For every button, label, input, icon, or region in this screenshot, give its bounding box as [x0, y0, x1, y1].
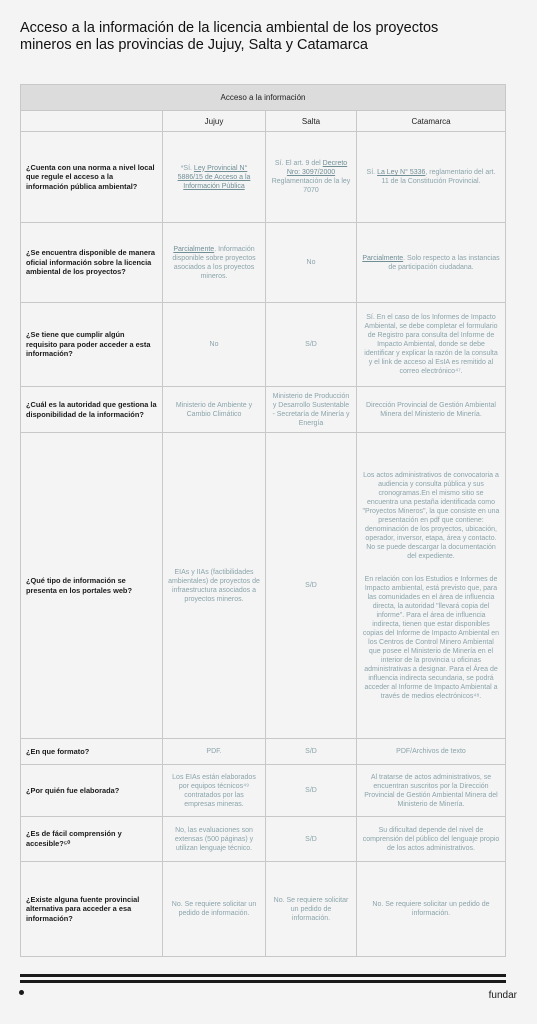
- question-cell: ¿Se tiene que cumplir algún requisito para poder acceder a esta información?: [21, 303, 163, 387]
- answer-cell-salta: No. Se requiere solicitar un pedido de información.: [266, 862, 357, 957]
- answer-cell-catamarca: Su dificultad depende del nivel de comprensión del público del lenguaje propio de los actos administrativos.: [357, 817, 506, 862]
- answer-cell-catamarca: Dirección Provincial de Gestión Ambiental Minera del Ministerio de Minería.: [357, 387, 506, 433]
- column-header-jujuy: Jujuy: [163, 111, 266, 132]
- answer-cell-catamarca: [357, 433, 506, 739]
- table-row: [21, 223, 506, 303]
- answer-cell-catamarca: Al tratarse de actos administrativos, se encuentran suscritos por la Dirección Provincial de Gestión Ambiental Minera del Ministerio de Minería.: [357, 765, 506, 817]
- page-title: Acceso a la información de la licencia ambiental de los proyectos mineros en las provincias de Jujuy, Salta y Catamarca: [20, 20, 439, 53]
- header-blank: [21, 111, 163, 132]
- answer-cell-salta: S/D: [266, 765, 357, 817]
- answer-cell-salta: S/D: [266, 817, 357, 862]
- question-cell: ¿En que formato?: [21, 739, 163, 765]
- answer-cell-salta: S/D: [266, 303, 357, 387]
- partial-link[interactable]: Parcialmente: [362, 254, 404, 262]
- decree-link[interactable]: Decreto Nro: 3097/2000: [286, 160, 348, 176]
- answer-cell-catamarca: Sí. En el caso de los Informes de Impacto Ambiental, se debe completar el formulario de Registro para consulta del Informe de Impacto Ambiental, donde se debe identificar y explicar la razón de la consulta y el link de acceso al EsIA es remitido al correo electrónico⁴⁷.: [357, 303, 506, 387]
- table-caption: Acceso a la información: [21, 85, 506, 111]
- access-info-table: [20, 84, 506, 957]
- table-row: [21, 433, 506, 739]
- answer-cell-salta: S/D: [266, 739, 357, 765]
- answer-cell-catamarca: PDF/Archivos de texto: [357, 739, 506, 765]
- table-row: [21, 739, 506, 765]
- answer-text: Sí.: [366, 169, 378, 176]
- answer-cell-catamarca: No. Se requiere solicitar un pedido de información.: [357, 862, 506, 957]
- answer-cell-jujuy: [163, 223, 266, 303]
- answer-cell-catamarca: [357, 132, 506, 223]
- answer-cell-jujuy: No. Se requiere solicitar un pedido de información.: [163, 862, 266, 957]
- table-row: [21, 303, 506, 387]
- answer-cell-salta: S/D: [266, 433, 357, 739]
- answer-cell-jujuy: PDF.: [163, 739, 266, 765]
- answer-cell-jujuy: [163, 132, 266, 223]
- answer-text: . Solo respecto a las instancias de participación ciudadana.: [388, 254, 500, 271]
- table-row: [21, 817, 506, 862]
- table-row: [21, 132, 506, 223]
- answer-paragraph: En relación con los Estudios e Informes de Impacto ambiental, está previsto que, para las comunidades en el área de influencia directa, la autoridad "llevará copia del informe". Para el área de influencia indirecta, tienen que estar disponibles copias del Informe de Impacto Ambiental en los Centros de Control Minero Ambiental que posee el Ministerio de Minería en el interior de la provincia u oficinas administrativas a designar. Para el Área de influencia indirecta secundaria, se podrá acceder al Informe de Impacto Ambiental a través de medios electrónicos⁴⁸.: [362, 575, 500, 700]
- footer-dot-icon: [19, 990, 24, 995]
- partial-link[interactable]: Parcialmente: [173, 245, 215, 253]
- answer-paragraph: Los actos administrativos de convocatoria a audiencia y consulta pública y sus cronogramas.En el mismo sitio se encuentra una pestaña identificada como "Proyectos Mineros", la que consiste en una presentación en pdf que contiene: denominación de los proyectos, ubicación, operador, inversor, etapa, área y contacto. No se puede descargar la documentación del expediente.: [362, 471, 500, 560]
- answer-cell-jujuy: EIAs y IIAs (factibilidades ambientales) de proyectos de infraestructura asociados a proyectos mineros.: [163, 433, 266, 739]
- answer-cell-jujuy: No, las evaluaciones son extensas (500 páginas) y utilizan lenguaje técnico.: [163, 817, 266, 862]
- answer-text: , reglamentario del art. 11 de la Constitución Provincial.: [381, 169, 496, 185]
- footer-rule: [20, 974, 506, 986]
- column-header-salta: Salta: [266, 111, 357, 132]
- table-row: [21, 862, 506, 957]
- law-link[interactable]: Ley Provincial N° 5886/15 de Acceso a la Información Pública: [177, 164, 251, 190]
- answer-text: Reglamentación de la ley 7070: [271, 178, 351, 194]
- question-cell: ¿Existe alguna fuente provincial alternativa para acceder a esa información?: [21, 862, 163, 957]
- table-row: [21, 387, 506, 433]
- column-header-catamarca: Catamarca: [357, 111, 506, 132]
- table-row: [21, 765, 506, 817]
- answer-cell-salta: [266, 132, 357, 223]
- answer-text: *Sí.: [180, 164, 194, 172]
- question-cell: ¿Cuál es la autoridad que gestiona la disponibilidad de la información?: [21, 387, 163, 433]
- brand-logo: fundar: [488, 990, 517, 1001]
- question-cell: ¿Se encuentra disponible de manera oficial información sobre la licencia ambiental de los proyectos?: [21, 223, 163, 303]
- question-cell: ¿Por quién fue elaborada?: [21, 765, 163, 817]
- question-cell: ¿Es de fácil comprensión y accesible?⁵⁰: [21, 817, 163, 862]
- answer-text: Sí. El art. 9 del: [274, 160, 323, 167]
- answer-cell-jujuy: Los EIAs están elaborados por equipos técnicos⁴⁹ contratados por las empresas mineras.: [163, 765, 266, 817]
- answer-cell-jujuy: No: [163, 303, 266, 387]
- answer-cell-jujuy: Ministerio de Ambiente y Cambio Climático: [163, 387, 266, 433]
- question-cell: ¿Cuenta con una norma a nivel local que regule el acceso a la información pública ambiental?: [21, 132, 163, 223]
- answer-text: . Información disponible sobre proyectos asociados a los proyectos mineros.: [172, 245, 256, 280]
- answer-cell-salta: No: [266, 223, 357, 303]
- question-cell: ¿Qué tipo de información se presenta en los portales web?: [21, 433, 163, 739]
- law-link[interactable]: La Ley N° 5336: [377, 169, 426, 176]
- answer-cell-salta: Ministerio de Producción y Desarrollo Sustentable - Secretaría de Minería y Energía: [266, 387, 357, 433]
- answer-cell-catamarca: [357, 223, 506, 303]
